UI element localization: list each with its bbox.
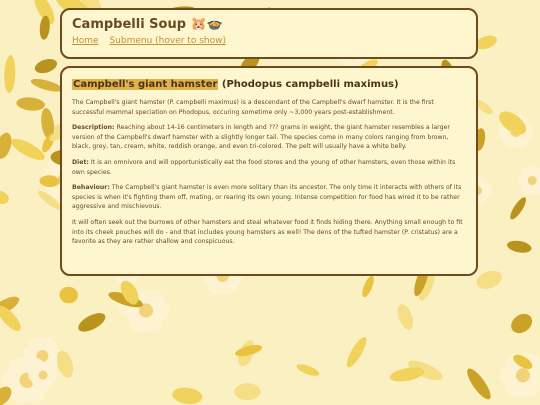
behaviour-text: The Campbell's giant hamster is even more solitary than its ancestor. The only time it interacts with others of its species is when it's fighting them off, mating, or rearing its own young. Intense competition for food has wired it to be rather aggressive and mischievous. xyxy=(72,184,462,211)
nav-home-link[interactable]: Home xyxy=(72,36,99,46)
leaf-shape xyxy=(171,386,203,405)
article-title xyxy=(72,78,466,92)
leaf-shape xyxy=(75,309,108,335)
leaf-shape xyxy=(394,302,416,332)
article-title-scientific: (Phodopus campbelli maximus) xyxy=(218,79,399,90)
hamster-soup-icon: 🐹🍲 xyxy=(190,17,223,32)
outro-paragraph: It will often seek out the burrows of other hamsters and steal whatever food it finds hiding there. Anything small enough to fit into its cheek pouches will do - and that includes young hamsters as well! The dens of the tufted hamster (P. cristatus) are a favorite as they are rather shallow and conspicuous. xyxy=(72,218,463,246)
leaf-shape xyxy=(16,96,46,111)
article-title-highlight: Campbell's giant hamster xyxy=(73,79,218,90)
description-text: Reaching about 14-16 centimeters in length and ??? grams in weight, the giant hamster resembles a larger version of the Campbell's dwarf hamster with a slightly longer tail. The species come in many colors ranging from brown, black, grey, tan, cream, white, reddish orange, and even tri-colored. The pelt will usually have a white belly. xyxy=(72,124,450,151)
leaf-shape xyxy=(59,286,79,305)
nav-submenu-link[interactable]: Submenu (hover to show) xyxy=(109,36,226,46)
leaf-shape xyxy=(506,239,532,255)
diet-text: It is an omnivore and will opportunistically eat the food stores and the young of other hamsters, even those within its own species. xyxy=(72,158,456,176)
leaf-shape xyxy=(33,56,59,75)
diet-paragraph xyxy=(72,158,466,177)
site-header xyxy=(60,8,478,59)
leaf-shape xyxy=(507,310,535,337)
leaf-shape xyxy=(508,195,529,221)
leaf-shape xyxy=(3,55,16,93)
site-title xyxy=(72,16,466,34)
behaviour-label: Behaviour: xyxy=(72,184,110,192)
leaf-shape xyxy=(0,131,14,161)
site-title-text: Campbelli Soup xyxy=(72,17,187,32)
flower-shape xyxy=(518,167,540,194)
leaf-shape xyxy=(463,365,494,402)
leaf-shape xyxy=(295,362,321,378)
behaviour-paragraph xyxy=(72,183,466,212)
diet-label: Diet: xyxy=(72,158,89,166)
leaf-shape xyxy=(343,335,369,370)
article-card xyxy=(60,66,478,276)
leaf-shape xyxy=(360,274,376,298)
leaf-shape xyxy=(8,135,47,164)
description-label: Description: xyxy=(72,124,115,132)
leaf-shape xyxy=(30,76,64,94)
leaf-shape xyxy=(234,383,260,400)
nav-bar xyxy=(72,35,466,47)
leaf-shape xyxy=(0,188,11,206)
leaf-shape xyxy=(474,267,505,292)
intro-paragraph: The Campbell's giant hamster (P. campbelli maximus) is a descendant of the Campbell's dwarf hamster. It is the first successful mammal speciation on Phodopus, occuring sometime only ~3,000 years post-establishment. xyxy=(72,99,434,116)
description-paragraph xyxy=(72,123,466,152)
